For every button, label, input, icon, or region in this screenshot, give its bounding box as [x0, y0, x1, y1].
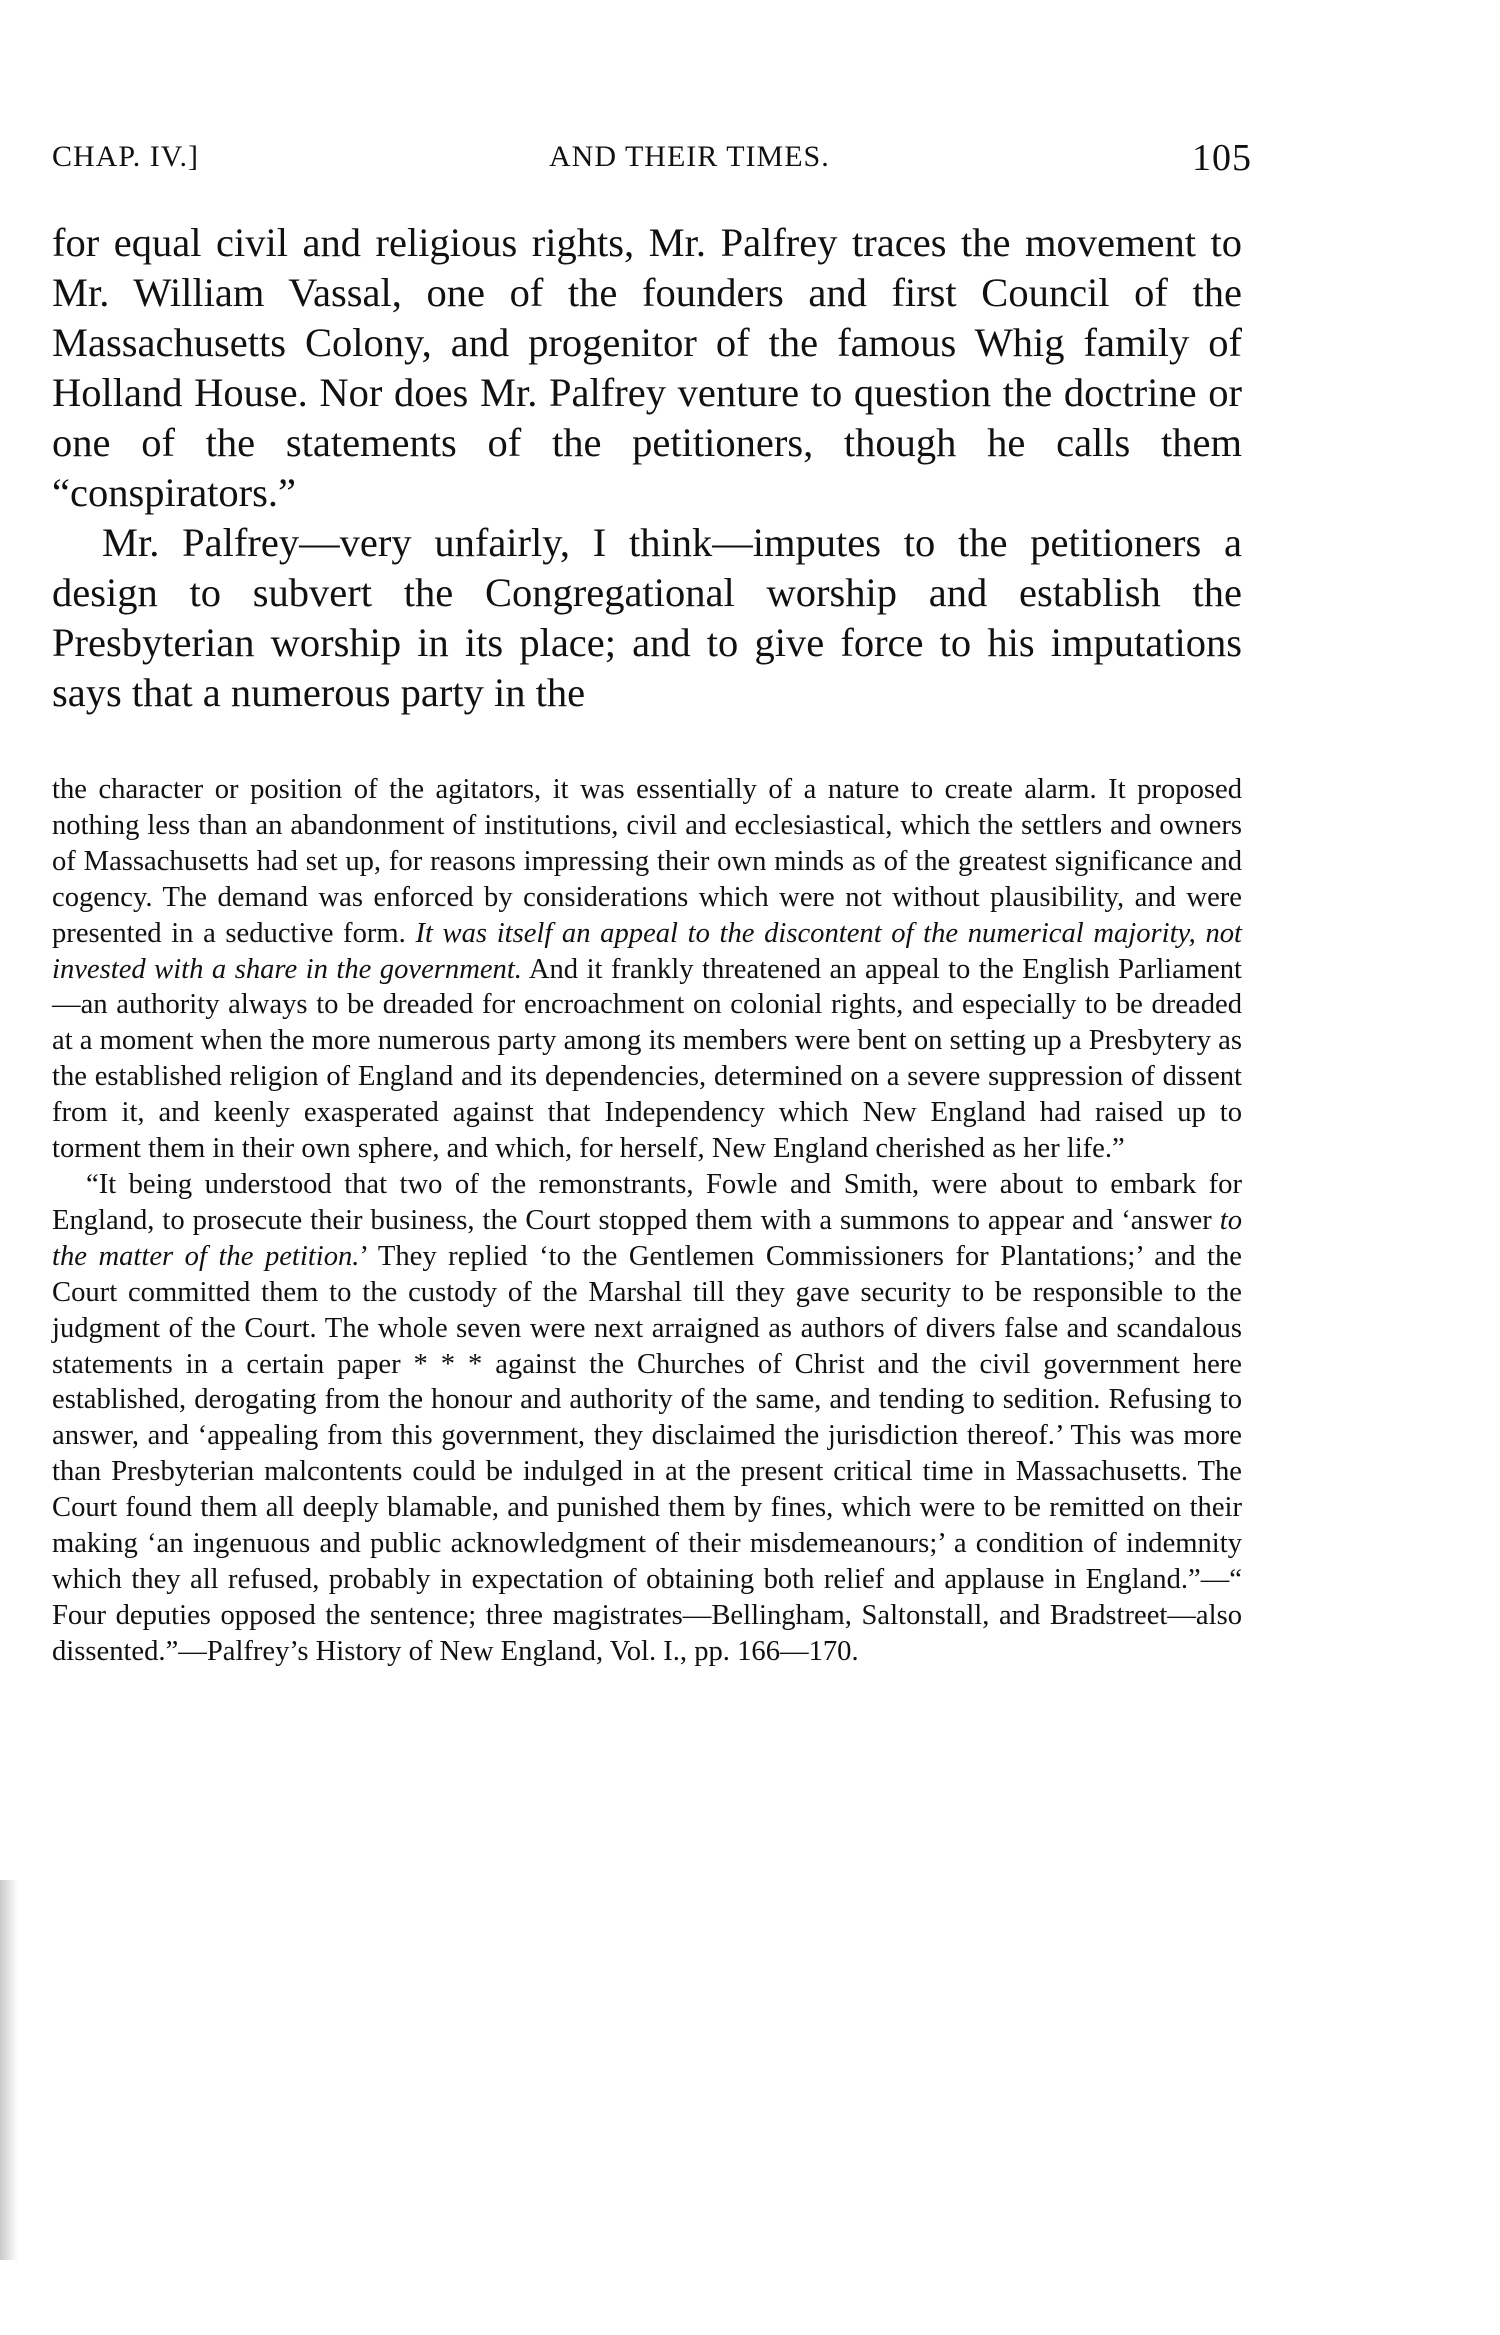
chapter-label: CHAP. IV.]: [52, 140, 199, 173]
main-paragraph-1: for equal civil and religious rights, Mr. Palfrey traces the movement to Mr. William Vassal, one of the founders and first Council of the Massachusetts Colony, and progenitor of the famous Whig family of Holland House. Nor does Mr. Palfrey venture to question the doctrine or one of the statements of the petitioners, though he calls them “conspirators.”: [52, 220, 1242, 515]
footnote-block: [52, 772, 1242, 1670]
footnote-p1-text-a: the character or position of the agitators, it was essentially of a nature to create alarm. It proposed nothing less than an abandonment of institutions, civil and ecclesiastical, which the settlers and owners of Massachusetts had set up, for reasons impressing their own minds as of the greatest significance and cogency. The demand was enforced by considerations which were not without plausibility, and were presented in a seductive form.: [52, 774, 1242, 949]
footnote-paragraph-2: [52, 1167, 1242, 1670]
footnote-p2-text-a: “It being understood that two of the remonstrants, Fowle and Smith, were about to embark for England, to prosecute their business, the Court stopped them with a summons to appear and ‘answer: [52, 1168, 1242, 1236]
main-text: [52, 218, 1242, 718]
page-number: 105: [1192, 137, 1252, 179]
scan-edge-shadow: [0, 1880, 18, 2260]
footnote-p1-italic: It was itself an appeal to the discontent of the numerical majority, not invested with a share in the government.: [52, 917, 1242, 985]
running-title: AND THEIR TIMES.: [549, 140, 830, 173]
footnote-p1-text-c: And it frankly threatened an appeal to the English Parliament—an authority always to be dreaded for encroachment on colonial rights, and especially to be dreaded at a moment when the more numerous party among its members were bent on setting up a Presbytery as the established religion of England and its dependencies, determined on a severe suppression of dissent from it, and keenly exasperated against that Independency which New England had raised up to torment them in their own sphere, and which, for herself, New England cherished as her life.”: [52, 953, 1242, 1165]
footnote-paragraph-1: [52, 772, 1242, 1167]
footnote-p2-italic: to the matter of the petition.: [52, 1204, 1242, 1272]
main-paragraph-2: Mr. Palfrey—very unfairly, I think—imputes to the petitioners a design to subvert the Congregational worship and establish the Presbyterian worship in its place; and to give force to his imputations says that a numerous party in the: [52, 520, 1242, 715]
running-header: [52, 136, 1252, 186]
footnote-p2-text-c: ’ They replied ‘to the Gentlemen Commissioners for Plantations;’ and the Court committed them to the custody of the Marshal till they gave security to be responsible to the judgment of the Court. The whole seven were next arraigned as authors of divers false and scandalous statements in a certain paper * * * against the Churches of Christ and the civil government here established, derogating from the honour and authority of the same, and tending to sedition. Refusing to answer, and ‘appealing from this government, they disclaimed the jurisdiction thereof.’ This was more than Presbyterian malcontents could be indulged in at the present critical time in Massachusetts. The Court found them all deeply blamable, and punished them by fines, which were to be remitted on their making ‘an ingenuous and public acknowledgment of their misdemeanours;’ a condition of indemnity which they all refused, probably in expectation of obtaining both relief and applause in England.”—“ Four deputies opposed the sentence; three magistrates—Bellingham, Saltonstall, and Bradstreet—also dissented.”—Palfrey’s History of New England, Vol. I., pp. 166—170.: [52, 1240, 1242, 1667]
